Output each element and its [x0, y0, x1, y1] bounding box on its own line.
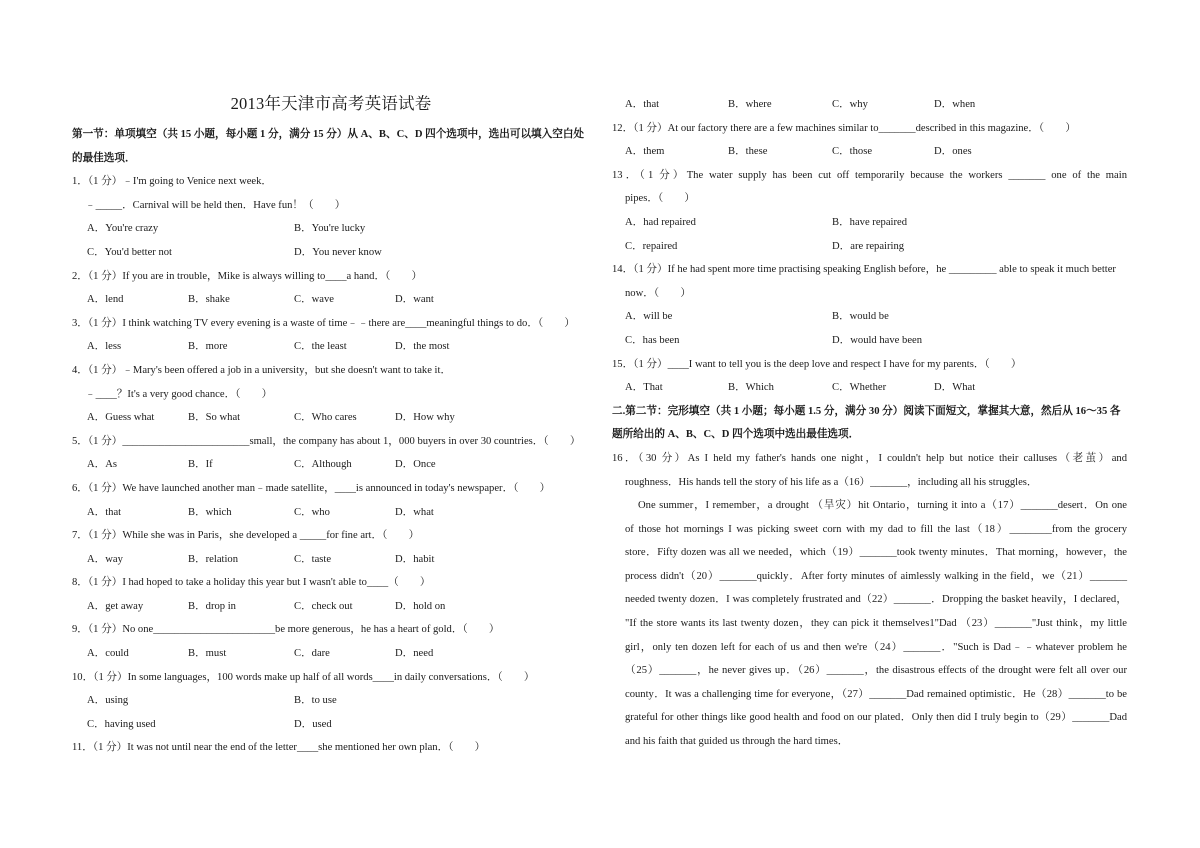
option-c[interactable]: C．Although	[294, 459, 352, 471]
option-a[interactable]: A．that	[625, 99, 660, 110]
option-a[interactable]: A．get away	[87, 600, 144, 612]
passage-line: One summer，I remember，a drought （旱灾）hit Ontario，turning it into a（17）_______desert．On one	[638, 500, 1127, 512]
option-a[interactable]: A．You're crazy	[87, 223, 159, 235]
option-b[interactable]: B．shake	[188, 294, 230, 306]
option-c[interactable]: C．check out	[294, 600, 353, 612]
option-d[interactable]: D．used	[294, 718, 332, 730]
question-stem: 7．（1 分）While she was in Paris，she developed a _____for fine art．（ ）	[72, 530, 420, 542]
passage-line: county．It was a challenging time for everyone，（27）_______Dad remained optimistic．He（28）_______to be	[625, 688, 1127, 700]
question-stem: 15．（1 分）____I want to tell you is the deep love and respect I have for my parents．（ ）	[612, 358, 1022, 370]
question-stem: 4．（1 分）﹣Mary's been offered a job in a university，but she doesn't want to take it．	[72, 364, 452, 376]
question-7	[72, 524, 590, 571]
passage-line: and his faith that guided us through the hard times．	[625, 736, 849, 748]
passage-line: roughness．His hands tell the story of his life as a（16）_______，including all his struggles．	[625, 476, 1038, 488]
option-d[interactable]: D．the most	[395, 341, 450, 353]
question-5	[72, 430, 590, 477]
question-stem: 14．（1 分）If he had spent more time practising speaking English before，he _________ able to speak it much better	[612, 264, 1116, 276]
option-b[interactable]: B．these	[728, 146, 768, 158]
option-c[interactable]: C．has been	[625, 334, 680, 346]
option-b[interactable]: B．If	[188, 459, 213, 471]
passage-line: process didn't（20）_______quickly．After forty minutes of aimlessly walking in the field，we（21）_______	[625, 570, 1127, 582]
option-c[interactable]: C．dare	[294, 648, 330, 660]
right-column	[612, 93, 1127, 754]
section2-header: 二.第二节：完形填空（共 1 小题；每小题 1.5 分，满分 30 分）阅读下面短文，掌握其大意，然后从 16～35 各题所给出的 A、B、C、D 四个选项中选出最佳选项．	[612, 405, 1121, 441]
question-stem: 9．（1 分）No one_______________________be more generous，he has a heart of gold．（ ）	[72, 624, 500, 636]
option-c[interactable]: C．who	[294, 506, 330, 518]
passage-line: of those hot mornings I was picking sweet corn with my dad to fill the last（18）________from the grocery	[625, 523, 1127, 535]
option-c[interactable]: C．having used	[87, 718, 156, 730]
question-3	[72, 312, 590, 359]
section1-header: 第一节：单项填空（共 15 小题，每小题 1 分，满分 15 分）从 A、B、C、D 四个选项中，选出可以填入空白处的最佳选项．	[72, 129, 585, 164]
option-d[interactable]: D．would have been	[832, 334, 923, 346]
question-stem: ﹣____？It's a very good chance．（ ）	[85, 388, 273, 400]
question-1	[72, 170, 590, 264]
option-c[interactable]: C．those	[832, 146, 873, 158]
option-b[interactable]: B．where	[728, 99, 772, 110]
option-b[interactable]: B．more	[188, 341, 228, 353]
question-12	[612, 117, 1127, 164]
option-c[interactable]: C．You'd better not	[87, 246, 172, 258]
question-9	[72, 618, 590, 665]
option-a[interactable]: A．them	[625, 146, 665, 158]
option-b[interactable]: B．would be	[832, 311, 889, 323]
question-stem: 10．（1 分）In some languages，100 words make up half of all words____in daily conversations．（ ）	[72, 671, 535, 683]
option-d[interactable]: D．habit	[395, 553, 435, 565]
question-stem: 12．（1 分）At our factory there are a few machines similar to_______described in this magazine．（ ）	[612, 122, 1076, 134]
option-d[interactable]: D．Once	[395, 459, 436, 471]
left-column	[72, 90, 590, 760]
option-b[interactable]: B．to use	[294, 695, 337, 707]
question-6	[72, 477, 590, 524]
option-a[interactable]: A．As	[87, 459, 118, 471]
passage-line: girl，only ten dozen left for each of us and then we're（24）_______．"Such is Dad﹣﹣whatever problem he	[625, 641, 1127, 653]
question-stem: 13．（1 分）The water supply has been cut off temporarily because the workers _______ one of the main	[612, 169, 1127, 181]
option-a[interactable]: A．that	[87, 506, 122, 518]
option-c[interactable]: C．repaired	[625, 240, 678, 252]
question-stem: pipes．（ ）	[625, 193, 696, 205]
question-11	[72, 736, 590, 760]
question-10	[72, 666, 590, 737]
option-a[interactable]: A．will be	[625, 311, 673, 323]
question-stem: 5．（1 分）________________________small，the company has about 1，000 buyers in over 30 countries．（ ）	[72, 435, 581, 447]
question-stem: 8．（1 分）I had hoped to take a holiday this year but I wasn't able to____（ ）	[72, 577, 431, 589]
passage-line: （25）_______，he never gives up．（26）_______，the disastrous effects of the drought were felt all over our	[625, 665, 1127, 677]
question-14	[612, 258, 1127, 352]
option-a[interactable]: A．Guess what	[87, 412, 155, 424]
question-15	[612, 353, 1127, 400]
option-c[interactable]: C．Who cares	[294, 412, 357, 424]
option-d[interactable]: D．What	[934, 382, 976, 394]
option-d[interactable]: D．How why	[395, 412, 455, 424]
question-stem: 1．（1 分）﹣I'm going to Venice next week．	[72, 176, 273, 188]
option-a[interactable]: A．had repaired	[625, 216, 696, 228]
question-stem: 3．（1 分）I think watching TV every evening is a waste of time﹣﹣there are____meaningful things to do．（ ）	[72, 317, 575, 329]
passage-line: grateful for other things like good health and food on our plated．Only then did I truly begin to（29）_______Dad	[625, 712, 1127, 724]
option-b[interactable]: B．have repaired	[832, 216, 908, 228]
option-c[interactable]: C．wave	[294, 294, 335, 306]
page-title: 2013年天津市高考英语试卷	[230, 94, 432, 113]
passage-line: "If the store wants its last twenty dozen，they can pick it themselves1"Dad （23）_______"Just think，my little	[625, 618, 1127, 630]
option-b[interactable]: B．So what	[188, 412, 241, 424]
option-d[interactable]: D．need	[395, 648, 434, 660]
option-b[interactable]: B．Which	[728, 382, 774, 394]
option-b[interactable]: B．which	[188, 506, 232, 518]
option-d[interactable]: D．what	[395, 506, 434, 518]
option-a[interactable]: A．less	[87, 341, 122, 353]
option-a[interactable]: A．using	[87, 695, 129, 707]
option-a[interactable]: A．could	[87, 648, 129, 660]
option-b[interactable]: B．You're lucky	[294, 223, 366, 235]
option-d[interactable]: D．are repairing	[832, 240, 905, 252]
option-b[interactable]: B．relation	[188, 553, 239, 565]
option-a[interactable]: A．lend	[87, 294, 124, 306]
option-d[interactable]: D．want	[395, 294, 434, 306]
question-stem: ﹣_____．Carnival will be held then．Have fun！（ ）	[85, 199, 346, 211]
option-c[interactable]: C．taste	[294, 553, 332, 565]
question-2	[72, 265, 590, 312]
question-13	[612, 164, 1127, 258]
question-11-options	[612, 93, 1127, 117]
option-d[interactable]: D．when	[934, 99, 976, 110]
option-d[interactable]: D．ones	[934, 146, 972, 158]
question-stem: 11．（1 分）It was not until near the end of the letter____she mentioned her own plan．（ ）	[72, 742, 486, 754]
passage-line: store．Fifty dozen was all we needed，which（19）_______took twenty minutes．That morning，however，the	[625, 547, 1127, 559]
option-a[interactable]: A．way	[87, 553, 123, 565]
option-a[interactable]: A．That	[625, 382, 663, 394]
option-b[interactable]: B．drop in	[188, 600, 236, 612]
option-c[interactable]: C．Whether	[832, 382, 887, 394]
option-d[interactable]: D．You never know	[294, 246, 382, 258]
option-b[interactable]: B．must	[188, 648, 227, 660]
option-c[interactable]: C．the least	[294, 341, 347, 353]
question-8	[72, 571, 590, 618]
option-d[interactable]: D．hold on	[395, 600, 446, 612]
passage-line: 16．（30 分）As I held my father's hands one night，I couldn't help but notice their calluses（老茧）and	[612, 452, 1127, 464]
question-stem: 2．（1 分）If you are in trouble，Mike is always willing to____a hand．（ ）	[72, 270, 423, 282]
passage-line: needed twenty dozen．I was completely frustrated and（22）_______．Dropping the basket heavily，I declared，	[625, 594, 1127, 606]
cloze-passage	[612, 447, 1127, 754]
question-stem: now．（ ）	[625, 287, 691, 299]
option-c[interactable]: C．why	[832, 99, 868, 110]
question-4	[72, 359, 590, 430]
question-stem: 6．（1 分）We have launched another man﹣made satellite，____is announced in today's newspaper．（ ）	[72, 482, 551, 494]
